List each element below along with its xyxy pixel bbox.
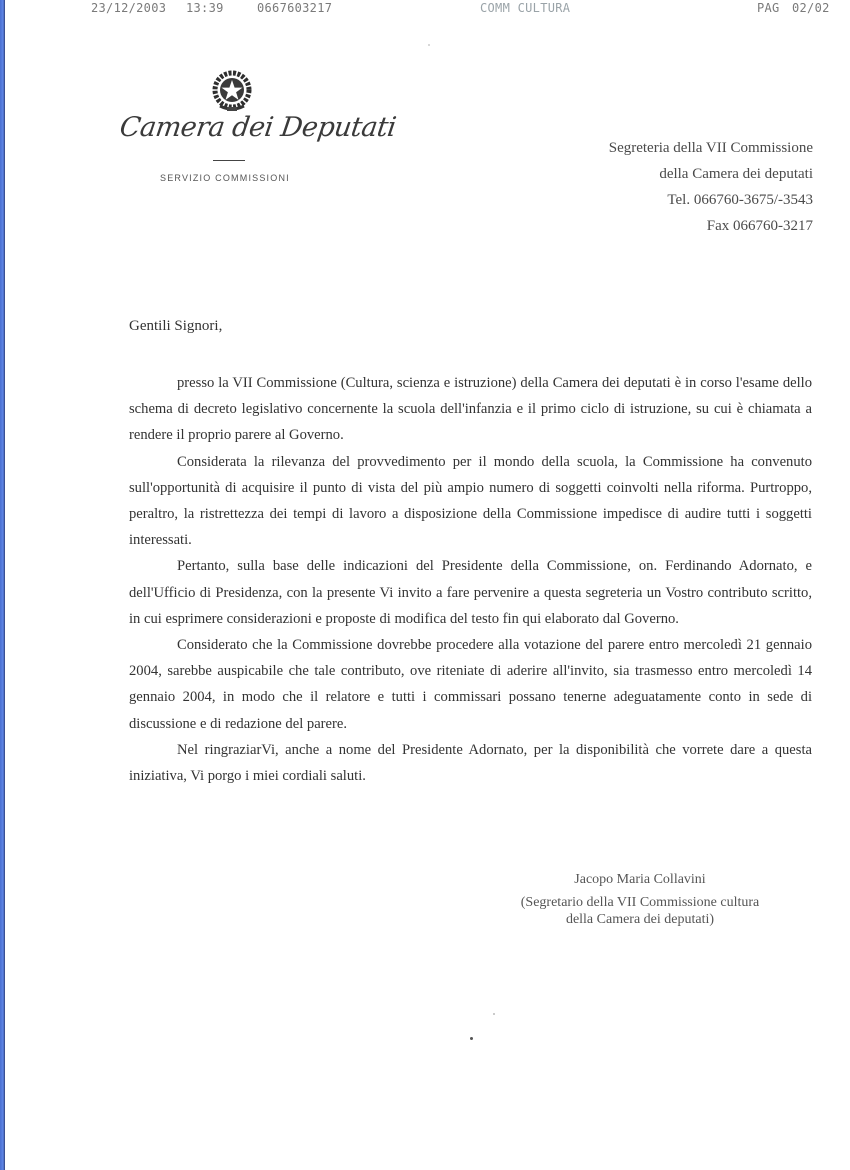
fax-page-value: 02/02: [792, 1, 830, 15]
letter-body: [129, 370, 812, 789]
scan-speck: [428, 44, 430, 46]
address-line: Segreteria della VII Commissione: [608, 140, 813, 156]
fax-transmission-header: [0, 0, 850, 18]
letterhead-subtitle: SERVIZIO COMMISSIONI: [160, 173, 290, 183]
letterhead-title: Camera dei Deputati: [117, 112, 398, 143]
salutation: Gentili Signori,: [129, 318, 223, 334]
scan-speck: [470, 1037, 473, 1040]
address-line: della Camera dei deputati: [659, 166, 813, 182]
italian-republic-emblem-icon: [208, 68, 256, 116]
signatory-role: della Camera dei deputati): [565, 912, 715, 927]
signature-block: [480, 870, 800, 928]
letterhead-divider: [213, 160, 245, 161]
signatory-role: (Segretario della VII Commissione cultura: [520, 895, 760, 910]
scan-speck: [493, 1013, 495, 1015]
paragraph: Nel ringraziarVi, anche a nome del Presidente Adornato, per la disponibilità che vorrete dare a questa iniziativa, Vi porgo i miei cordiali saluti.: [129, 741, 812, 785]
scan-edge-strip: [0, 0, 5, 1170]
paragraph: Considerata la rilevanza del provvedimento per il mondo della scuola, la Commissione ha convenuto sull'opportunità di acquisire il punto di vista del più ampio numero di soggetti coinvolti nella riforma. Purtroppo, peraltro, la ristrettezza dei tempi di lavoro a disposizione della Commissione impedisce di audire tutti i soggetti interessati.: [129, 453, 812, 549]
fax-sender-number: 0667603217: [257, 1, 333, 15]
signatory-name: Jacopo Maria Collavini: [574, 872, 706, 887]
address-phone: Tel. 066760-3675/-3543: [667, 192, 813, 208]
fax-time: 13:39: [186, 1, 224, 15]
paragraph: Considerato che la Commissione dovrebbe procedere alla votazione del parere entro mercoledì 21 gennaio 2004, sarebbe auspicabile che tale contributo, ove riteniate di aderire all'invito, sia trasmesso entro mercoledì 14 gennaio 2004, in modo che il relatore e tutti i commissari possano tenerne adeguatamente conto in sede di discussione e di redazione del parere.: [129, 637, 812, 732]
fax-department: COMM CULTURA: [480, 1, 571, 15]
fax-page-label: PAG: [757, 1, 780, 15]
address-block: [609, 135, 813, 239]
address-fax: Fax 066760-3217: [706, 218, 813, 234]
fax-date: 23/12/2003: [91, 1, 167, 15]
paragraph: presso la VII Commissione (Cultura, scienza e istruzione) della Camera dei deputati è in corso l'esame dello schema di decreto legislativo concernente la scuola dell'infanzia e il primo ciclo di istruzione, su cui è chiamata a rendere il proprio parere al Governo.: [129, 375, 812, 444]
paragraph: Pertanto, sulla base delle indicazioni del Presidente della Commissione, on. Ferdinando Adornato, e dell'Ufficio di Presidenza, con la presente Vi invito a fare pervenire a questa segreteria un Vostro contributo scritto, in cui esprimere considerazioni e proposte di modifica del testo fin qui elaborato dal Governo.: [129, 558, 812, 627]
